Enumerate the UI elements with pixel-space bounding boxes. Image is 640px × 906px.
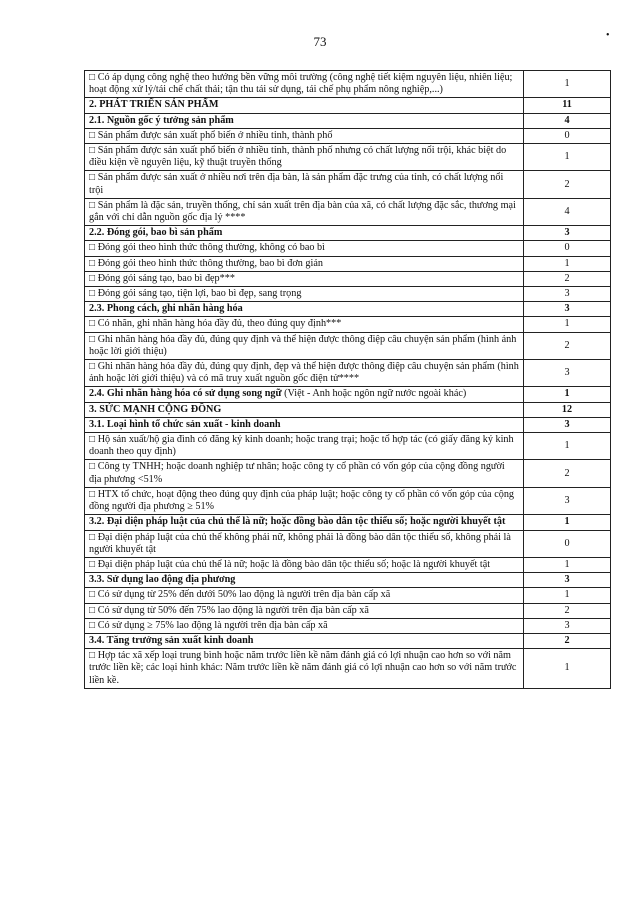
criteria-description	[85, 360, 524, 387]
criteria-heading-row	[85, 515, 611, 530]
criteria-option-text: □ Đóng gói sáng tạo, tiện lợi, bao bì đẹp, sang trọng	[89, 288, 302, 300]
criteria-option-text: □ HTX tổ chức, hoạt động theo đúng quy định của pháp luật; hoặc công ty cổ phần có vốn góp của cộng đồng người địa phương ≥ 51%	[89, 488, 515, 513]
criteria-option-text: □ Có sử dụng từ 25% đến dưới 50% lao động là người trên địa bàn cấp xã	[89, 589, 391, 601]
criteria-option-row	[85, 360, 611, 387]
criteria-description	[85, 573, 524, 588]
criteria-score: 1	[524, 71, 611, 98]
criteria-option-row	[85, 433, 611, 460]
criteria-score: 1	[524, 588, 611, 603]
criteria-option-text: □ Sản phẩm được sản xuất ở nhiều nơi trên địa bàn, là sản phẩm đặc trưng của tỉnh, có chất lượng nổi trội	[89, 172, 504, 196]
criteria-option-row	[85, 603, 611, 618]
criteria-description	[85, 198, 524, 225]
criteria-option-row	[85, 256, 611, 271]
criteria-option-text: □ Đại diện pháp luật của chủ thể là nữ; hoặc là đồng bào dân tộc thiểu số; hoặc là người khuyết tật	[89, 558, 491, 570]
criteria-option-text: □ Có áp dụng công nghệ theo hướng bền vững môi trường (công nghệ tiết kiệm nguyên liệu, nhiên liệu; hoạt động xử lý/tái chế chất thải; tận thu tái sử dụng, tái chế phụ phẩm nông nghiệp,...)	[89, 72, 513, 96]
criteria-option-row	[85, 332, 611, 359]
criteria-score: 11	[524, 98, 611, 113]
criteria-option-row	[85, 588, 611, 603]
criteria-score: 3	[524, 302, 611, 317]
criteria-description	[85, 271, 524, 286]
criteria-heading-row	[85, 98, 611, 113]
criteria-option-row	[85, 171, 611, 198]
criteria-score: 1	[524, 256, 611, 271]
criteria-option-text: □ Đại diện pháp luật của chủ thể không phải nữ, không phải là đồng bào dân tộc thiểu số, không phải là người khuyết tật	[89, 531, 511, 555]
criteria-score: 2	[524, 332, 611, 359]
criteria-option-row	[85, 71, 611, 98]
criteria-heading-text: 2.3. Phong cách, ghi nhãn hàng hóa	[89, 303, 243, 315]
criteria-score: 1	[524, 144, 611, 171]
criteria-option-row	[85, 287, 611, 302]
criteria-score: 3	[524, 618, 611, 633]
criteria-option-row	[85, 618, 611, 633]
criteria-description	[85, 71, 524, 98]
criteria-score: 1	[524, 557, 611, 572]
criteria-score: 4	[524, 113, 611, 128]
criteria-score: 2	[524, 271, 611, 286]
criteria-description	[85, 603, 524, 618]
criteria-description	[85, 317, 524, 332]
criteria-heading-row	[85, 226, 611, 241]
criteria-heading-text: 3. SỨC MẠNH CỘNG ĐỒNG	[89, 403, 222, 415]
criteria-score: 4	[524, 198, 611, 225]
criteria-score: 2	[524, 171, 611, 198]
criteria-score: 2	[524, 633, 611, 648]
criteria-score: 3	[524, 226, 611, 241]
criteria-score: 12	[524, 402, 611, 417]
criteria-score: 3	[524, 417, 611, 432]
criteria-option-text: □ Có sử dụng từ 50% đến 75% lao động là người trên địa bàn cấp xã	[89, 604, 369, 616]
criteria-score: 1	[524, 317, 611, 332]
criteria-description	[85, 302, 524, 317]
criteria-description	[85, 618, 524, 633]
criteria-description	[85, 487, 524, 514]
criteria-option-text: □ Ghi nhãn hàng hóa đầy đủ, đúng quy định, đẹp và thể hiện được thông điệp câu chuyện sản phẩm (hình ảnh hoặc lời giới thiệu) và có mã truy xuất nguồn gốc điện tử****	[89, 361, 519, 385]
criteria-option-text: □ Công ty TNHH; hoặc doanh nghiệp tư nhân; hoặc công ty cổ phần có vốn góp của cộng đồng người địa phương <51%	[89, 461, 505, 485]
criteria-description	[85, 98, 524, 113]
criteria-heading-row	[85, 302, 611, 317]
criteria-score: 0	[524, 128, 611, 143]
criteria-heading-note: (Việt - Anh hoặc ngôn ngữ nước ngoài khác)	[281, 388, 467, 400]
criteria-description	[85, 287, 524, 302]
criteria-description	[85, 171, 524, 198]
criteria-heading-text: 2.2. Đóng gói, bao bì sản phẩm	[89, 227, 223, 239]
criteria-heading-row	[85, 113, 611, 128]
criteria-description	[85, 633, 524, 648]
criteria-description	[85, 128, 524, 143]
criteria-description	[85, 557, 524, 572]
criteria-score: 0	[524, 241, 611, 256]
criteria-option-row	[85, 198, 611, 225]
criteria-score: 0	[524, 530, 611, 557]
criteria-score: 2	[524, 460, 611, 487]
criteria-description	[85, 226, 524, 241]
criteria-description	[85, 649, 524, 689]
criteria-description	[85, 417, 524, 432]
criteria-description	[85, 515, 524, 530]
criteria-option-row	[85, 649, 611, 689]
criteria-score: 2	[524, 603, 611, 618]
criteria-description	[85, 144, 524, 171]
criteria-option-row	[85, 530, 611, 557]
criteria-option-text: □ Có nhãn, ghi nhãn hàng hóa đầy đủ, theo đúng quy định***	[89, 318, 342, 330]
criteria-option-text: □ Sản phẩm là đặc sản, truyền thống, chỉ sản xuất trên địa bàn của xã, có chất lượng đặc sắc, thương mại gắn với chỉ dẫn nguồn gốc địa lý ****	[89, 199, 516, 224]
criteria-description	[85, 113, 524, 128]
criteria-table-body	[85, 71, 611, 689]
criteria-heading-row	[85, 402, 611, 417]
criteria-option-text: □ Đóng gói sáng tạo, bao bì đẹp***	[89, 272, 235, 284]
criteria-option-row	[85, 271, 611, 286]
criteria-description	[85, 402, 524, 417]
criteria-table	[84, 70, 611, 689]
criteria-heading-row	[85, 387, 611, 402]
corner-mark: •	[606, 30, 610, 41]
criteria-option-text: □ Hộ sản xuất/hộ gia đình có đăng ký kinh doanh; hoặc trang trại; hoặc tổ hợp tác (có giấy đăng ký kinh doanh theo quy định)	[89, 434, 514, 458]
criteria-heading-text: 2.4. Ghi nhãn hàng hóa có sử dụng song ngữ	[89, 388, 282, 400]
page-number: 73	[313, 34, 327, 49]
criteria-heading-text: 3.1. Loại hình tổ chức sản xuất - kinh doanh	[89, 418, 281, 430]
criteria-heading-row	[85, 573, 611, 588]
criteria-option-row	[85, 487, 611, 514]
criteria-option-text: □ Ghi nhãn hàng hóa đầy đủ, đúng quy định và thể hiện được thông điệp câu chuyện sản phẩm (hình ảnh hoặc lời giới thiệu)	[89, 333, 517, 357]
criteria-heading-text: 2.1. Nguồn gốc ý tưởng sản phẩm	[89, 114, 234, 126]
criteria-description	[85, 241, 524, 256]
criteria-option-row	[85, 460, 611, 487]
criteria-description	[85, 460, 524, 487]
criteria-option-text: □ Có sử dụng ≥ 75% lao động là người trên địa bàn cấp xã	[89, 619, 328, 631]
criteria-description	[85, 387, 524, 402]
criteria-option-row	[85, 128, 611, 143]
criteria-option-text: □ Đóng gói theo hình thức thông thường, không có bao bì	[89, 242, 325, 254]
criteria-score: 1	[524, 433, 611, 460]
criteria-option-text: □ Sản phẩm được sản xuất phổ biến ở nhiều tỉnh, thành phố	[89, 129, 333, 141]
criteria-description	[85, 256, 524, 271]
criteria-heading-row	[85, 417, 611, 432]
criteria-heading-text: 3.2. Đại diện pháp luật của chủ thể là nữ; hoặc đồng bào dân tộc thiểu số; hoặc người khuyết tật	[89, 516, 506, 528]
criteria-heading-text: 3.3. Sử dụng lao động địa phương	[89, 574, 236, 586]
criteria-score: 1	[524, 515, 611, 530]
criteria-score: 1	[524, 387, 611, 402]
criteria-option-text: □ Sản phẩm được sản xuất phổ biến ở nhiều tỉnh, thành phố nhưng có chất lượng nổi trội, khác biệt do điều kiện về nguyên liệu, kỹ thuật truyền thống	[89, 145, 507, 169]
criteria-option-text: □ Hợp tác xã xếp loại trung bình hoặc năm trước liền kề năm đánh giá có lợi nhuận cao hơn so với năm trước liền kề; các loại hình khác: Năm trước liền kề năm đánh giá có lợi nhuận cao hơn so với năm trước liền kề.	[89, 650, 517, 686]
criteria-heading-text: 3.4. Tăng trưởng sản xuất kinh doanh	[89, 634, 254, 646]
criteria-description	[85, 332, 524, 359]
criteria-score: 3	[524, 287, 611, 302]
criteria-score: 3	[524, 487, 611, 514]
criteria-score: 3	[524, 360, 611, 387]
criteria-option-row	[85, 144, 611, 171]
criteria-score: 1	[524, 649, 611, 689]
criteria-heading-text: 2. PHÁT TRIỂN SẢN PHẨM	[89, 99, 219, 111]
criteria-option-row	[85, 241, 611, 256]
criteria-score: 3	[524, 573, 611, 588]
criteria-option-text: □ Đóng gói theo hình thức thông thường, bao bì đơn giản	[89, 257, 323, 269]
criteria-option-row	[85, 557, 611, 572]
criteria-description	[85, 530, 524, 557]
criteria-description	[85, 433, 524, 460]
criteria-option-row	[85, 317, 611, 332]
criteria-description	[85, 588, 524, 603]
criteria-heading-row	[85, 633, 611, 648]
